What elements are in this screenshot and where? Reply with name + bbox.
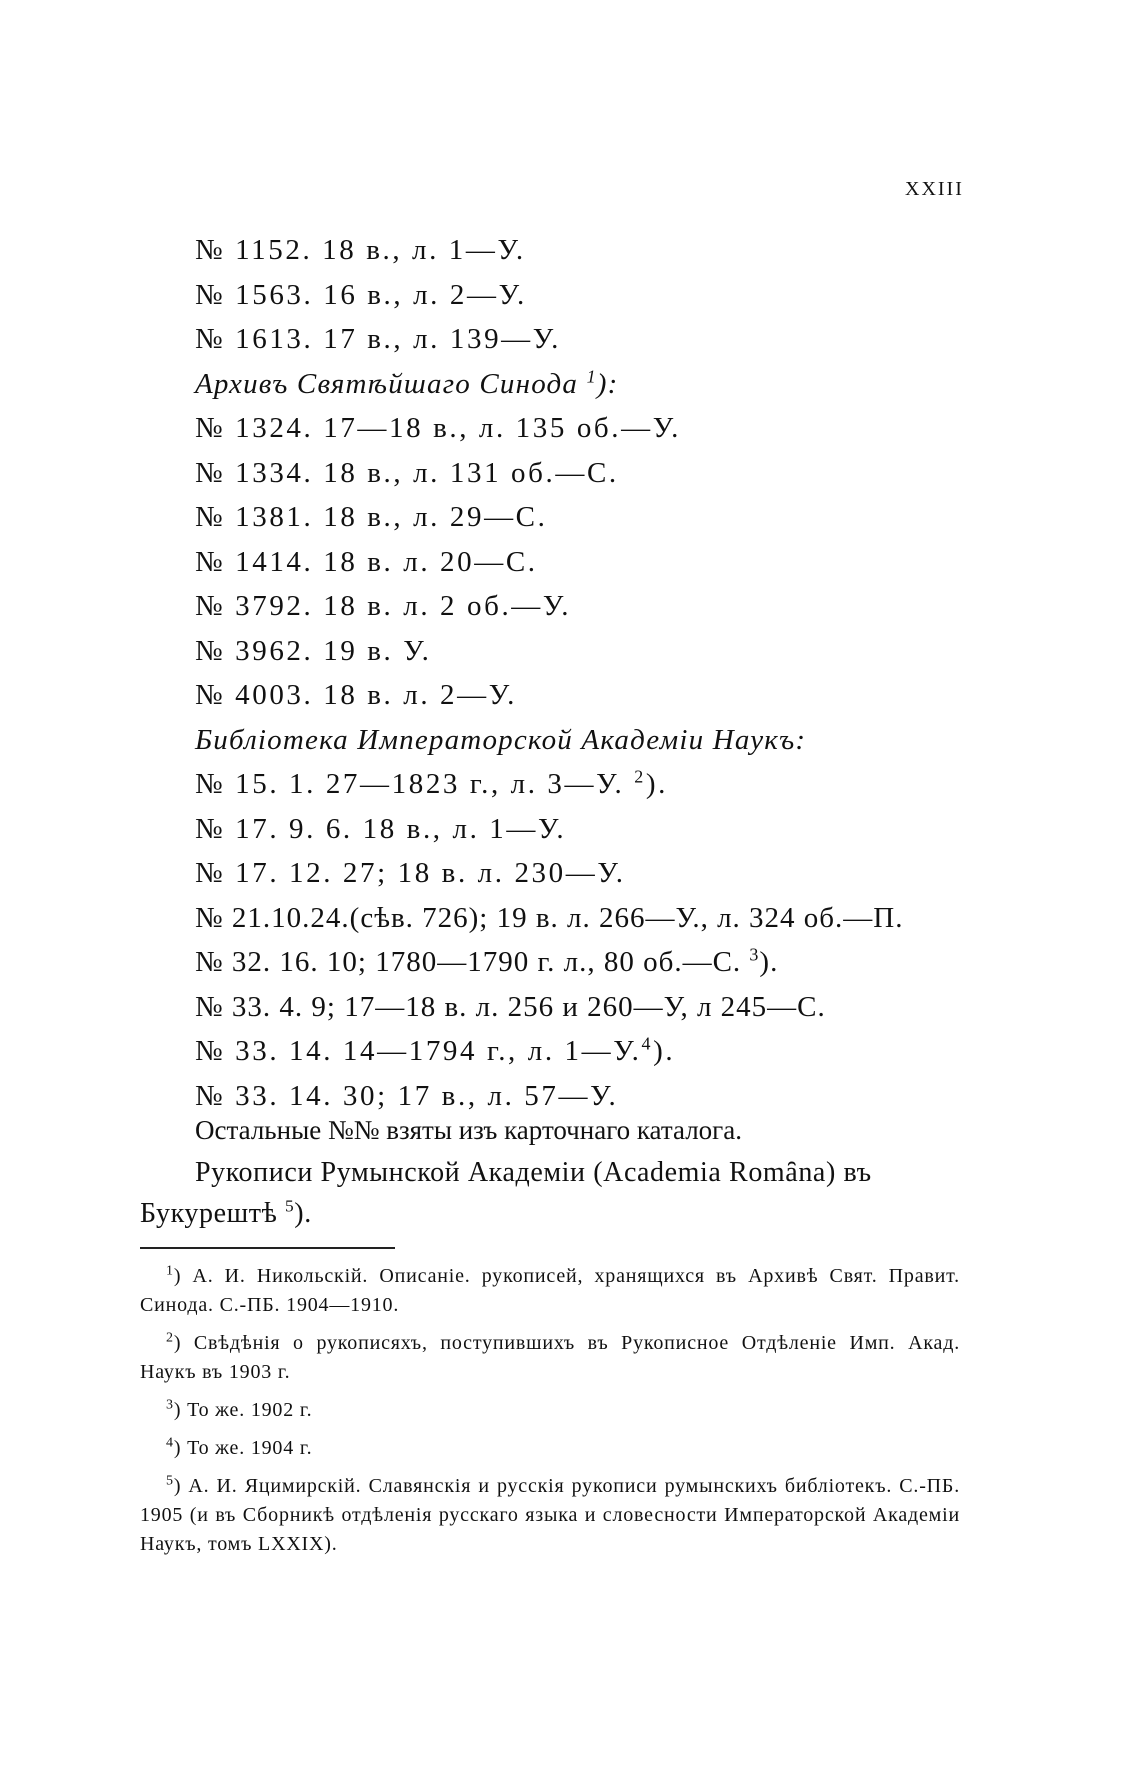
list-item: № 4003. 18 в. л. 2—У.: [195, 679, 517, 711]
footnote: $^5$) А. И. Яцимирскій. Славянскія и русскія рукописи румынскихъ библіотекъ. С.-ПБ. 1905 (и въ Сборникѣ отдѣленія русскаго языка и словесности Императорской Академіи Наукъ, томъ LXXIX).: [140, 1473, 960, 1555]
list-item: № 33. 14. 14—1794 г., л. 1—У.$^4$).: [195, 1033, 676, 1067]
page-number: XXIII: [905, 178, 964, 200]
footnotes: [140, 1262, 960, 1568]
list-item: № 1563. 16 в., л. 2—У.: [195, 278, 527, 311]
catalog-remark: Остальные №№ взяты изъ карточнаго каталога.: [195, 1115, 742, 1145]
list-item: № 33. 4. 9; 17—18 в. л. 256 и 260—У, л 245—С.: [195, 990, 826, 1023]
list-item: № 15. 1. 27—1823 г., л. 3—У. $^2$).: [195, 766, 668, 800]
list-item: № 17. 12. 27; 18 в. л. 230—У.: [195, 857, 626, 889]
list-item: № 1324. 17—18 в., л. 135 об.—У.: [195, 412, 681, 444]
footnote: $^2$) Свѣдѣнія о рукописяхъ, поступившихъ въ Рукописное Отдѣленіе Имп. Акад. Наукъ въ 1903 г.: [140, 1330, 960, 1383]
list-item: № 17. 9. 6. 18 в., л. 1—У.: [195, 812, 567, 845]
list-item: № 33. 14. 30; 17 в., л. 57—У.: [195, 1079, 619, 1112]
footnote-divider: [140, 1247, 395, 1249]
romanian-academy-paragraph: Рукописи Румынской Академіи (Academia Romȃna) въ Букурештѣ $^5$).: [140, 1157, 872, 1229]
list-item: № 1152. 18 в., л. 1—У.: [195, 234, 526, 266]
section-heading-academy-library: Библіотека Императорской Академіи Наукъ:: [195, 723, 807, 756]
list-item: № 32. 16. 10; 1780—1790 г. л., 80 об.—С. $^3$).: [195, 944, 779, 978]
list-item: № 1381. 18 в., л. 29—С.: [195, 501, 548, 533]
footnote-ref: 2: [634, 766, 646, 787]
list-item: № 1613. 17 в., л. 139—У.: [195, 323, 562, 355]
list-item: № 3962. 19 в. У.: [195, 634, 432, 667]
footnote-ref: 4: [641, 1033, 654, 1054]
footnote-ref: 1: [586, 365, 597, 386]
list-item: № 21.10.24.(сѣв. 726); 19 в. л. 266—У., л. 324 об.—П.: [195, 901, 904, 934]
list-item: № 1414. 18 в. л. 20—С.: [195, 545, 538, 578]
footnote: $^4$) То же. 1904 г.: [166, 1435, 313, 1459]
footnote: $^3$) То же. 1902 г.: [166, 1397, 313, 1421]
manuscript-list: [195, 228, 975, 1118]
footnote: $^1$) А. И. Никольскій. Описаніе. рукописей, хранящихся въ Архивѣ Свят. Правит. Синода. С.-ПБ. 1904—1910.: [140, 1263, 960, 1316]
footnote-ref: 5: [285, 1196, 295, 1216]
list-item: № 1334. 18 в., л. 131 об.—С.: [195, 456, 619, 489]
list-item: № 3792. 18 в. л. 2 об.—У.: [195, 590, 572, 622]
footnote-ref: 3: [749, 944, 760, 965]
section-heading-synod-archive: Архивъ Святѣйшаго Синода $^1$):: [195, 365, 619, 400]
